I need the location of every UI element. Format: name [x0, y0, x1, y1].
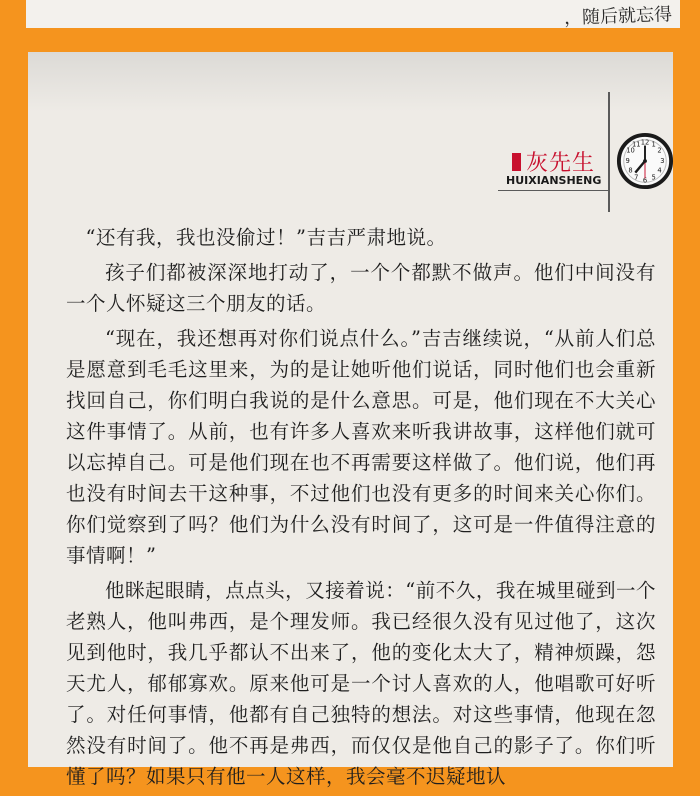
header-vertical-rule — [608, 92, 610, 212]
svg-text:6: 6 — [642, 176, 648, 185]
body-text — [66, 222, 656, 796]
paragraph: 他眯起眼睛，点点头，又接着说：“前不久，我在城里碰到一个老熟人，他叫弗西，是个理发师。我已经很久没有见过他了，这次见到他时，我几乎都认不出来了，他的变化太大了，精神烦躁，怨天尤人，郁郁寡欢。原来他可是一个讨人喜欢的人，他唱歌可好听了。对任何事情，他都有自己独特的想法。对这些事情，他现在忽然没有时间了。他不再是弗西，而仅仅是他自己的影子了。你们听懂了吗？如果只有他一人这样，我会毫不迟疑地认 — [66, 579, 656, 788]
svg-text:5: 5 — [651, 173, 656, 182]
svg-text:4: 4 — [657, 166, 662, 175]
svg-text:12: 12 — [640, 138, 650, 147]
section-pinyin: HUIXIANSHENG — [506, 174, 602, 187]
header-horizontal-rule — [498, 190, 610, 191]
svg-text:3: 3 — [660, 156, 665, 165]
paragraph: 孩子们都被深深地打动了，一个个都默不做声。他们中间没有一个人怀疑这三个朋友的话。 — [66, 261, 656, 315]
clock-icon — [616, 132, 674, 190]
book-page — [28, 52, 673, 788]
svg-text:2: 2 — [657, 146, 662, 155]
svg-text:10: 10 — [626, 146, 635, 155]
page-shadow — [28, 52, 673, 112]
svg-text:7: 7 — [634, 173, 639, 182]
previous-page-strip — [26, 0, 680, 28]
section-title: 灰先生 — [526, 151, 596, 176]
paragraph: “还有我，我也没偷过！”吉吉严肃地说。 — [85, 226, 447, 249]
previous-page-text: ，随后就忘得 — [563, 4, 673, 29]
paragraph: “现在，我还想再对你们说点什么。”吉吉继续说，“从前人们总是愿意到毛毛这里来，为的是让她听他们说话，同时他们也会重新找回自己，你们明白我说的是什么意思。可是，他们现在不大关心这件事情了。从前，也有许多人喜欢来听我讲故事，这样他们就可以忘掉自己。可是他们现在也不再需要这样做了。他们说，他们再也没有时间去干这种事，不过他们也没有更多的时间来关心你们。你们觉察到了吗？他们为什么没有时间了，这可是一件值得注意的事情啊！” — [66, 327, 656, 567]
svg-text:11: 11 — [632, 140, 641, 149]
svg-text:1: 1 — [651, 140, 656, 149]
svg-text:8: 8 — [628, 166, 633, 175]
title-marker — [512, 153, 521, 171]
svg-text:9: 9 — [625, 156, 630, 165]
